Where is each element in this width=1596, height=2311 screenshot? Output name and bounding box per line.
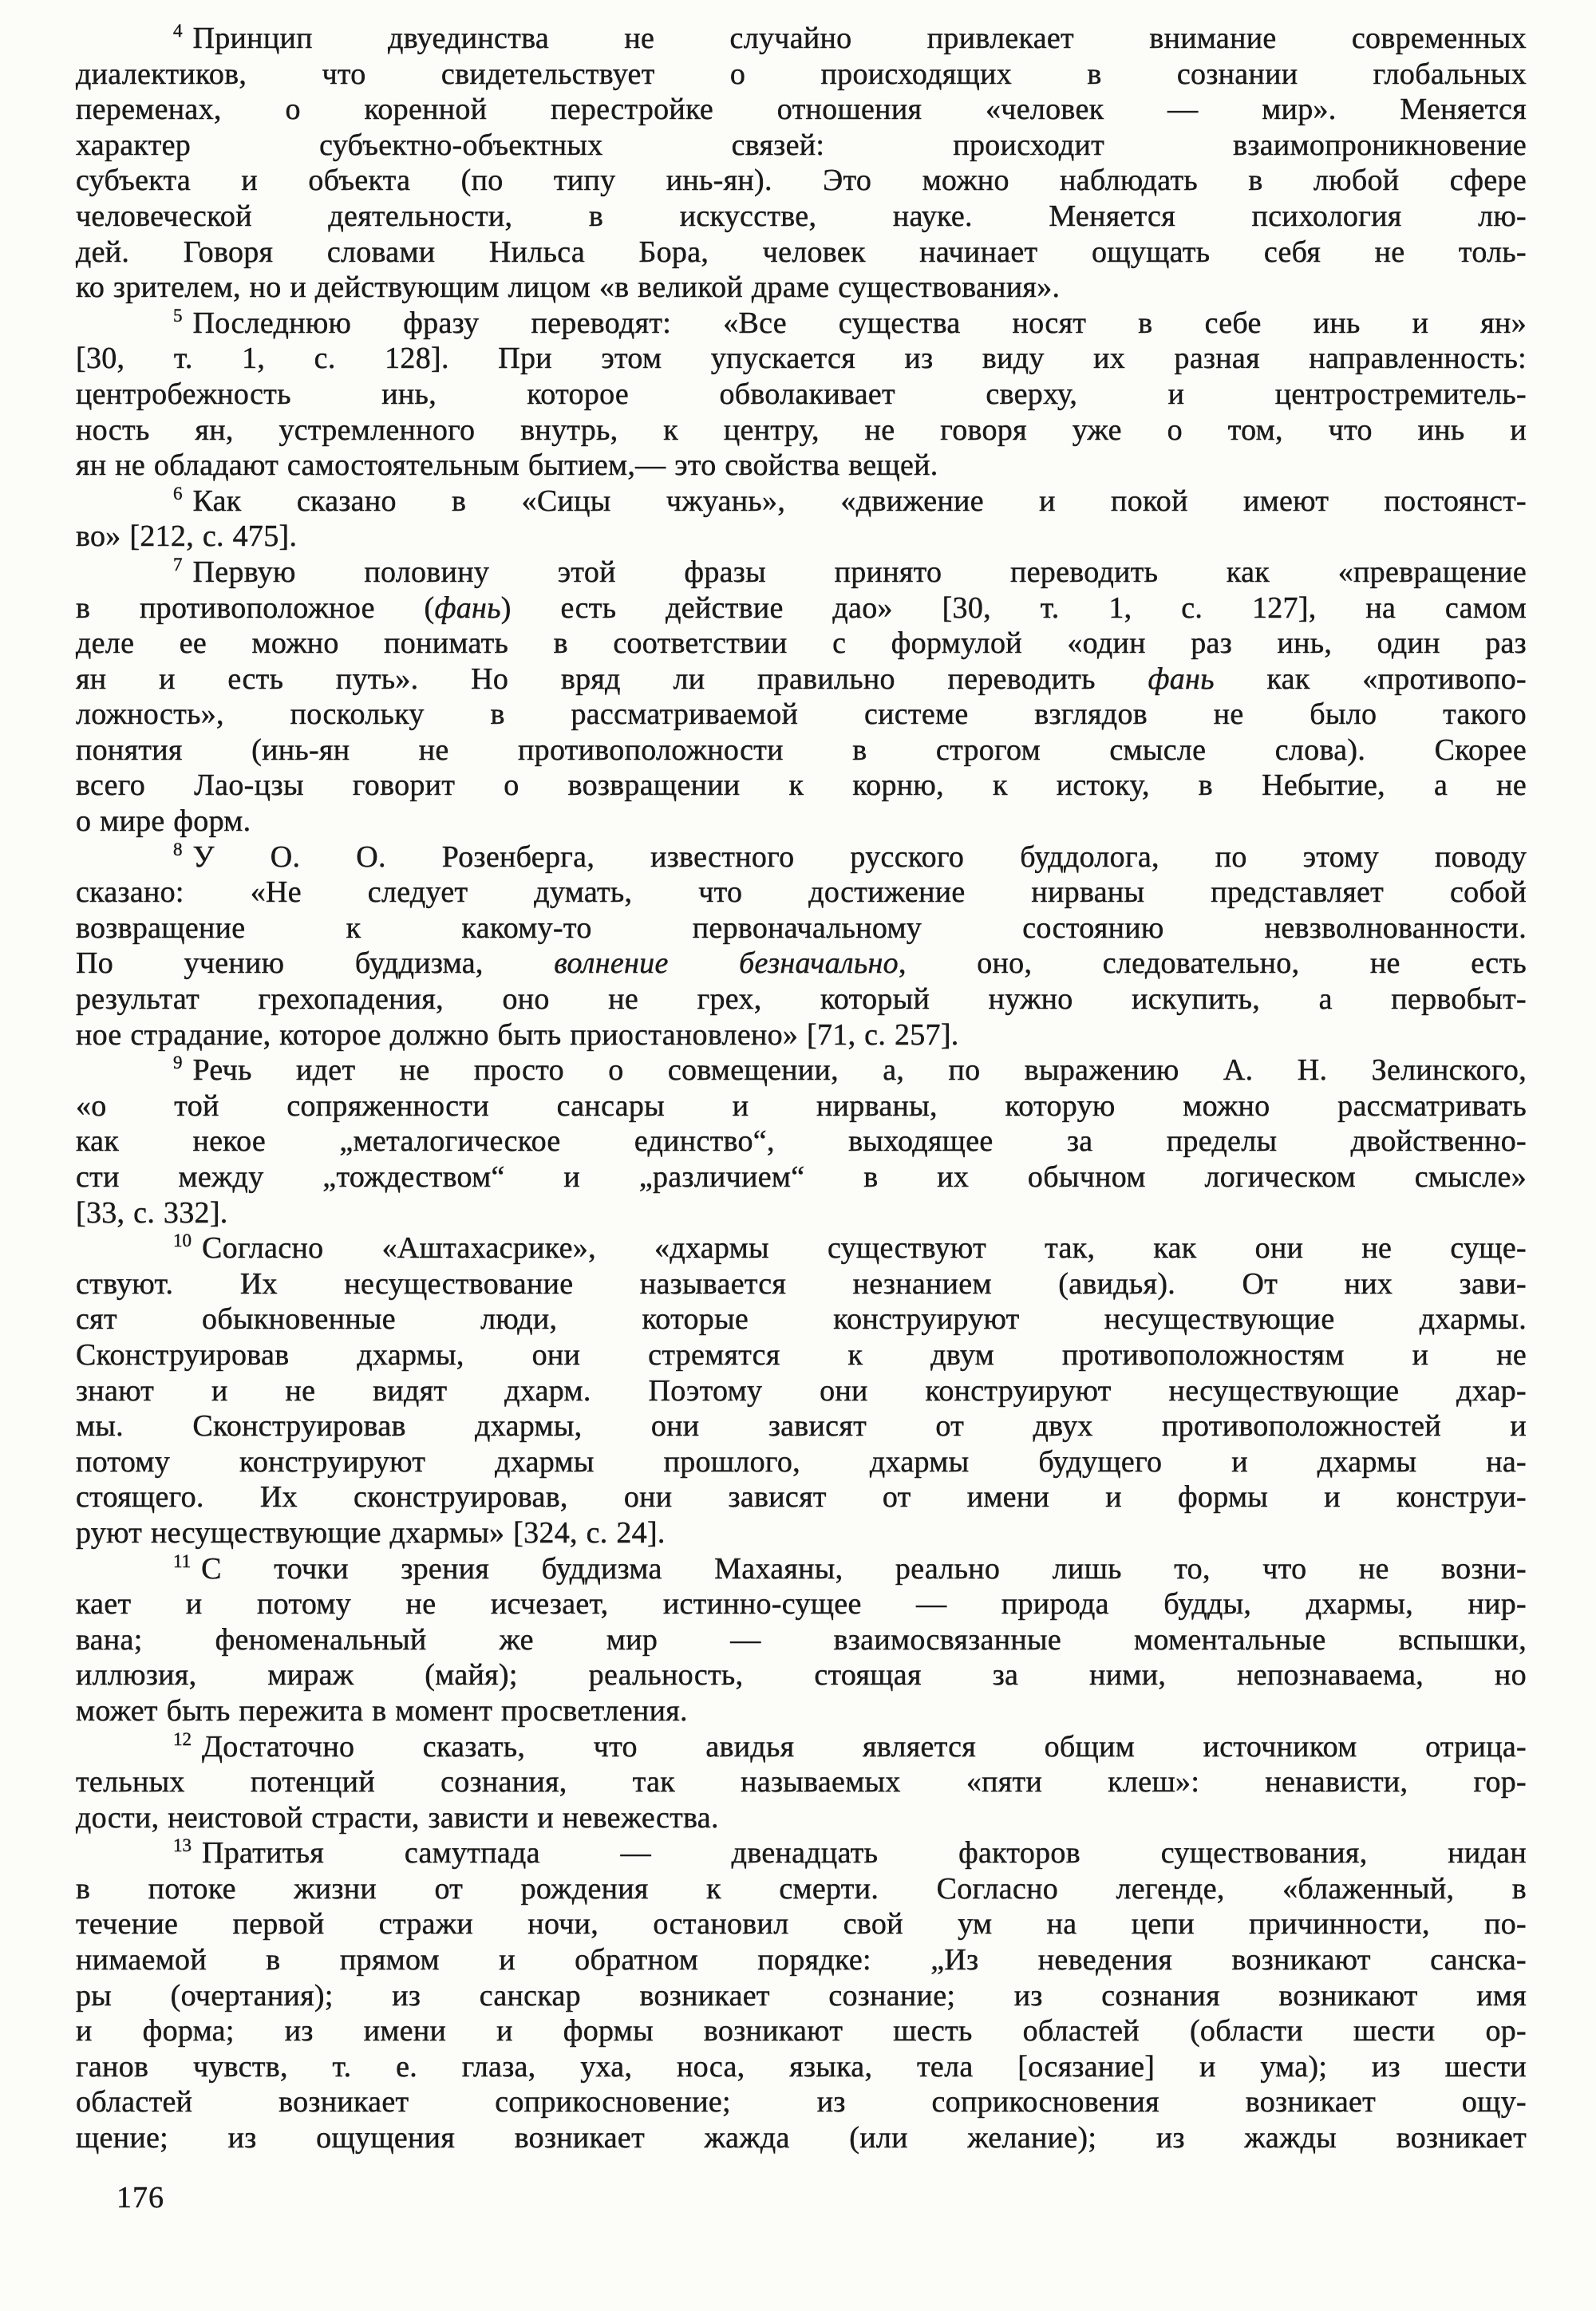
text-line: ложность», поскольку в рассматриваемой системе взглядов не было такого: [76, 697, 1527, 732]
text-line: $^4$ Принцип двуединства не случайно привлекает внимание современных: [173, 21, 1527, 55]
text-line: $^{11}$ С точки зрения буддизма Махаяны, реально лишь то, что не возни-: [173, 1551, 1527, 1586]
footnote-12: [76, 1729, 1527, 1836]
text-line: ганов чувств, т. е. глаза, уха, носа, языка, тела [осязание] и ума); из шести: [76, 2049, 1527, 2084]
text-line: потому конструируют дхармы прошлого, дхармы будущего и дхармы на-: [76, 1444, 1527, 1479]
page-number: 176: [117, 2181, 164, 2214]
text-line: $^5$ Последнюю фразу переводят: «Все существа носят в себе инь и ян»: [173, 305, 1527, 340]
text-line: областей возникает соприкосновение; из соприкосновения возникает ощу-: [76, 2085, 1527, 2119]
text-line: ное страдание, которое должно быть приостановлено» [71, с. 257].: [76, 1017, 959, 1052]
text-line: понятия (инь-ян не противоположности в строгом смысле слова). Скорее: [76, 733, 1527, 767]
text-line: $^7$ Первую половину этой фразы принято переводить как «превращение: [173, 554, 1527, 589]
footnote-marker: 13: [173, 1835, 192, 1856]
text-line: дости, неистовой страсти, зависти и невежества.: [76, 1800, 719, 1835]
text-line: о мире форм.: [76, 804, 251, 839]
text-line: центробежность инь, которое обволакивает сверху, и центростремитель-: [76, 377, 1527, 411]
footnote-5: [76, 306, 1527, 484]
footnote-marker: 11: [173, 1551, 192, 1571]
footnote-7: [76, 555, 1527, 839]
text-line: переменах, о коренной перестройке отношения «человек — мир». Меняется: [76, 93, 1527, 127]
text-line: $^{13}$ Пратитья самутпада — двенадцать факторов существования, нидан: [173, 1835, 1527, 1871]
text-line: во» [212, с. 475].: [76, 519, 298, 554]
text-line: $^{12}$ Достаточно сказать, что авидья является общим источником отрица-: [173, 1728, 1527, 1764]
footnote-marker: 7: [173, 554, 183, 575]
text-line: мы. Сконструировав дхармы, они зависят от двух противоположностей и: [76, 1409, 1527, 1444]
footnote-marker: 6: [173, 483, 183, 504]
text-line: диалектиков, что свидетельствует о происходящих в сознании глобальных: [76, 57, 1527, 91]
text-line: $^{10}$ Согласно «Аштахасрике», «дхармы существуют так, как они не суще-: [173, 1231, 1527, 1266]
text-line: как некое „металогическое единство“, выходящее за пределы двойственно-: [76, 1124, 1527, 1159]
text-line: и форма; из имени и формы возникают шесть областей (области шести ор-: [76, 2014, 1527, 2048]
text-line: сят обыкновенные люди, которые конструируют несуществующие дхармы.: [76, 1302, 1527, 1337]
footnote-marker: 9: [173, 1053, 183, 1073]
footnote-marker: 8: [173, 839, 183, 859]
text-line: ян не обладают самостоятельным бытием,— это свойства вещей.: [76, 448, 938, 483]
text-line: знают и не видят дхарм. Поэтому они конструируют несуществующие дхар-: [76, 1373, 1527, 1408]
footnote-marker: 12: [173, 1728, 192, 1749]
text-line: $^8$ У О. О. Розенберга, известного русского буддолога, по этому поводу: [173, 839, 1527, 874]
text-line: течение первой стражи ночи, остановил свой ум на цепи причинности, по-: [76, 1907, 1527, 1942]
text-line: ян и есть путь». Но вряд ли правильно переводить фань как «противопо-: [76, 662, 1527, 696]
footnotes-block: [76, 21, 1527, 2156]
text-line: иллюзия, мираж (майя); реальность, стоящая за ними, непознаваема, но: [76, 1658, 1527, 1693]
text-line: $^9$ Речь идет не просто о совмещении, а, по выражению А. Н. Зелинского,: [173, 1053, 1527, 1088]
text-line: сказано: «Не следует думать, что достижение нирваны представляет собой: [76, 875, 1527, 910]
text-line: нимаемой в прямом и обратном порядке: „Из неведения возникают санска-: [76, 1943, 1527, 1977]
footnote-11: [76, 1551, 1527, 1729]
text-line: сти между „тождеством“ и „различием“ в их обычном логическом смысле»: [76, 1160, 1527, 1194]
text-line: вана; феноменальный же мир — взаимосвязанные моментальные вспышки,: [76, 1622, 1527, 1657]
text-line: дей. Говоря словами Нильса Бора, человек начинает ощущать себя не толь-: [76, 235, 1527, 269]
text-line: может быть пережита в момент просветления.: [76, 1693, 688, 1728]
footnote-marker: 4: [173, 21, 183, 41]
text-line: человеческой деятельности, в искусстве, науке. Меняется психология лю-: [76, 199, 1527, 233]
text-line: щение; из ощущения возникает жажда (или желание); из жажды возникает: [76, 2121, 1527, 2155]
text-line: По учению буддизма, волнение безначально, оно, следовательно, не есть: [76, 946, 1527, 981]
text-line: [33, с. 332].: [76, 1195, 228, 1230]
text-line: деле ее можно понимать в соответствии с формулой «один раз инь, один раз: [76, 626, 1527, 661]
text-line: в противоположное (фань) есть действие дао» [30, т. 1, с. 127], на самом: [76, 591, 1527, 625]
italic-term: фань: [434, 591, 501, 625]
italic-term: фань: [1148, 662, 1215, 696]
footnote-marker: 5: [173, 305, 183, 326]
text-line: кает и потому не исчезает, истинно-сущее — природа будды, дхармы, нир-: [76, 1587, 1527, 1622]
text-line: результат грехопадения, оно не грех, который нужно искупить, а первобыт-: [76, 982, 1527, 1017]
text-line: ность ян, устремленного внутрь, к центру, не говоря уже о том, что инь и: [76, 413, 1527, 447]
text-line: [30, т. 1, с. 128]. При этом упускается из виду их разная направленность:: [76, 342, 1527, 376]
text-line: Сконструировав дхармы, они стремятся к двум противоположностям и не: [76, 1337, 1527, 1372]
text-line: характер субъектно-объектных связей: происходит взаимопроникновение: [76, 128, 1527, 162]
text-line: ствуют. Их несуществование называется незнанием (авидья). От них зави-: [76, 1266, 1527, 1301]
text-line: руют несуществующие дхармы» [324, с. 24].: [76, 1515, 666, 1550]
text-line: «о той сопряженности сансары и нирваны, которую можно рассматривать: [76, 1088, 1527, 1123]
text-line: субъекта и объекта (по типу инь-ян). Это можно наблюдать в любой сфере: [76, 164, 1527, 198]
footnote-8: [76, 839, 1527, 1053]
footnote-marker: 10: [173, 1231, 192, 1251]
text-line: всего Лао-цзы говорит о возвращении к корню, к истоку, в Небытие, а не: [76, 768, 1527, 803]
text-line: в потоке жизни от рождения к смерти. Согласно легенде, «блаженный, в: [76, 1871, 1527, 1906]
footnote-9: [76, 1053, 1527, 1231]
text-line: ко зрителем, но и действующим лицом «в великой драме существования».: [76, 271, 1061, 305]
text-line: возвращение к какому-то первоначальному состоянию невзволнованности.: [76, 911, 1527, 945]
footnote-10: [76, 1231, 1527, 1551]
italic-term: волнение безначально: [554, 946, 899, 981]
text-line: тельных потенций сознания, так называемых «пяти клеш»: ненависти, гор-: [76, 1765, 1527, 1799]
text-line: $^6$ Как сказано в «Сицы чжуань», «движение и покой имеют постоянст-: [173, 483, 1527, 518]
text-line: стоящего. Их сконструировав, они зависят от имени и формы и конструи-: [76, 1480, 1527, 1515]
footnote-13: [76, 1835, 1527, 2155]
footnote-4: [76, 21, 1527, 306]
text-line: ры (очертания); из санскар возникает сознание; из сознания возникают имя: [76, 1978, 1527, 2013]
footnote-6: [76, 484, 1527, 555]
